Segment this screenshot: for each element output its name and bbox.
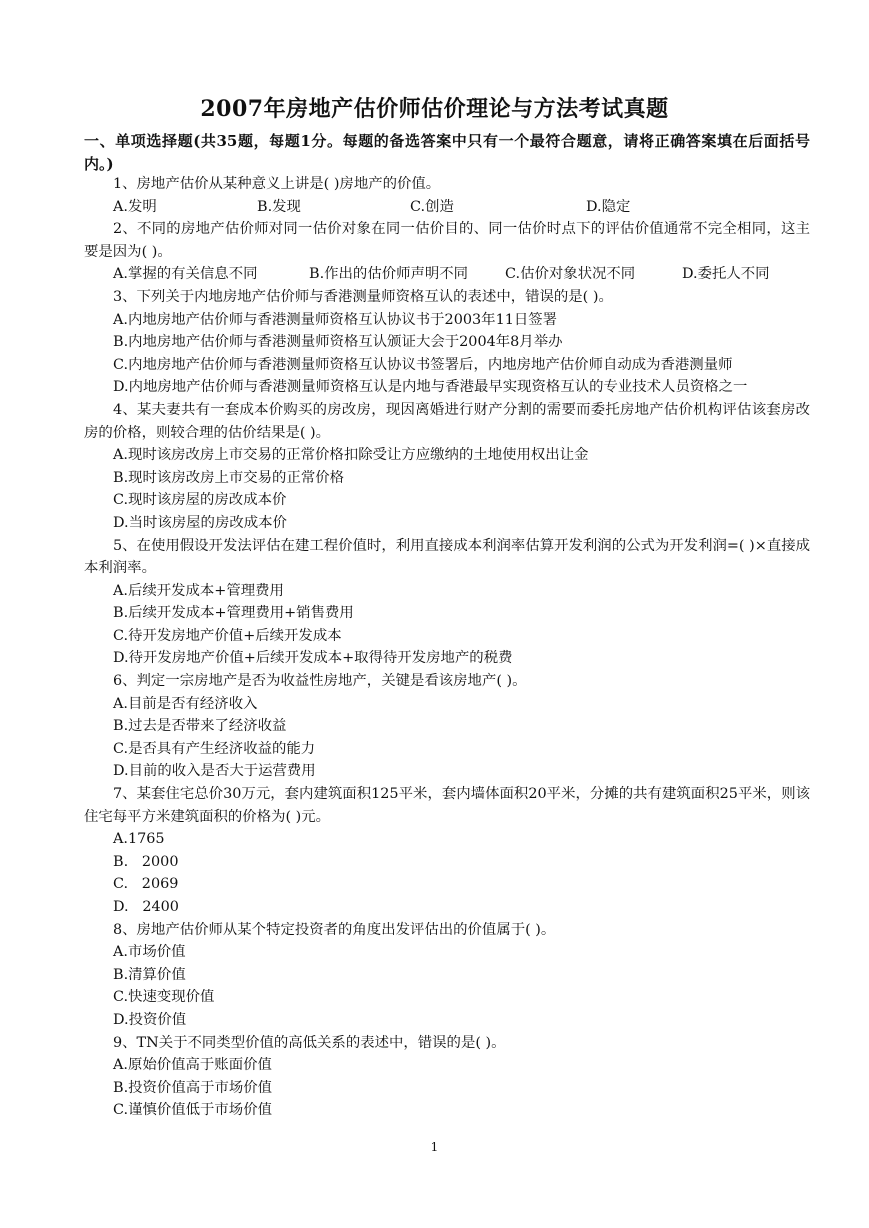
option: C.内地房地产估价师与香港测量师资格互认协议书签署后，内地房地产估价师自动成为香港测量师 bbox=[113, 356, 733, 373]
option: A.发明 bbox=[113, 198, 157, 215]
option: A.掌握的有关信息不同 bbox=[113, 266, 258, 283]
question-8-stem: 8、房地产估价师从某个特定投资者的角度出发评估出的价值属于( )。 bbox=[113, 921, 556, 938]
question-9-stem: 9、TN关于不同类型价值的高低关系的表述中，错误的是( )。 bbox=[113, 1034, 506, 1051]
page-number: 1 bbox=[430, 1140, 439, 1154]
option: C.估价对象状况不同 bbox=[505, 266, 636, 283]
option: B.投资价值高于市场价值 bbox=[113, 1079, 273, 1096]
question-5-stem: 5、在使用假设开发法评估在建工程价值时，利用直接成本利润率估算开发利润的公式为开发利润=( )×直接成本利润率。 bbox=[84, 537, 810, 577]
option: B.过去是否带来了经济收益 bbox=[113, 718, 287, 735]
question-7-stem: 7、某套住宅总价30万元，套内建筑面积125平米，套内墙体面积20平米，分摊的共有建筑面积25平米，则该住宅每平方米建筑面积的价格为( )元。 bbox=[84, 786, 810, 825]
option: B.后续开发成本+管理费用+销售费用 bbox=[113, 605, 354, 622]
page-title: 2007年房地产估价师估价理论与方法考试真题 bbox=[200, 96, 669, 122]
option: D.隐定 bbox=[586, 198, 631, 215]
question-list bbox=[84, 173, 810, 1122]
question-2-options bbox=[84, 263, 810, 286]
option: B.发现 bbox=[257, 198, 301, 215]
option: B.内地房地产估价师与香港测量师资格互认颁证大会于2004年8月举办 bbox=[113, 334, 563, 351]
question-4-stem: 4、某夫妻共有一套成本价购买的房改房，现因离婚进行财产分割的需要而委托房地产估价机构评估该套房改房的价格，则较合理的估价结果是( )。 bbox=[84, 401, 810, 441]
option: D. 2400 bbox=[113, 899, 179, 915]
option: C.待开发房地产价值+后续开发成本 bbox=[113, 627, 342, 644]
option: A.市场价值 bbox=[113, 944, 186, 961]
option: C. 2069 bbox=[113, 876, 179, 893]
option: C.现时该房屋的房改成本价 bbox=[113, 492, 287, 509]
option: B.作出的估价师声明不同 bbox=[309, 266, 469, 283]
question-3-stem: 3、下列关于内地房地产估价师与香港测量师资格互认的表述中，错误的是( )。 bbox=[113, 288, 613, 305]
option: B. 2000 bbox=[113, 853, 179, 870]
option: D.目前的收入是否大于运营费用 bbox=[113, 763, 316, 780]
question-6-stem: 6、判定一宗房地产是否为收益性房地产，关键是看该房地产( )。 bbox=[113, 673, 527, 690]
option: B.清算价值 bbox=[113, 966, 186, 983]
option: A.后续开发成本+管理费用 bbox=[113, 582, 284, 599]
question-1-options bbox=[84, 196, 810, 219]
option: D.投资价值 bbox=[113, 1011, 187, 1028]
option: D.委托人不同 bbox=[682, 266, 770, 283]
question-1-stem: 1、房地产估价从某种意义上讲是( )房地产的价值。 bbox=[113, 176, 441, 192]
option: D.待开发房地产价值+后续开发成本+取得待开发房地产的税费 bbox=[113, 650, 513, 667]
section-heading: 一、单项选择题(共35题，每题1分。每题的备选答案中只有一个最符合题意，请将正确答案填在后面括号内。) bbox=[84, 132, 810, 173]
option: D.内地房地产估价师与香港测量师资格互认是内地与香港最早实现资格互认的专业技术人员资格之一 bbox=[113, 379, 748, 396]
option: B.现时该房改房上市交易的正常价格 bbox=[113, 469, 345, 486]
option: C.创造 bbox=[410, 198, 454, 215]
option: A.目前是否有经济收入 bbox=[113, 695, 258, 712]
question-2-stem: 2、不同的房地产估价师对同一估价对象在同一估价目的、同一估价时点下的评估价值通常不完全相同，这主要是因为( )。 bbox=[84, 221, 810, 260]
option: A.1765 bbox=[113, 831, 165, 848]
option: C.快速变现价值 bbox=[113, 989, 215, 1006]
option: A.现时该房改房上市交易的正常价格扣除受让方应缴纳的土地使用权出让金 bbox=[113, 447, 589, 464]
option: C.是否具有产生经济收益的能力 bbox=[113, 740, 316, 757]
option: C.谨慎价值低于市场价值 bbox=[113, 1102, 272, 1119]
option: A.内地房地产估价师与香港测量师资格互认协议书于2003年11日签署 bbox=[113, 311, 558, 328]
option: A.原始价值高于账面价值 bbox=[113, 1057, 272, 1074]
option: D.当时该房屋的房改成本价 bbox=[113, 514, 287, 531]
